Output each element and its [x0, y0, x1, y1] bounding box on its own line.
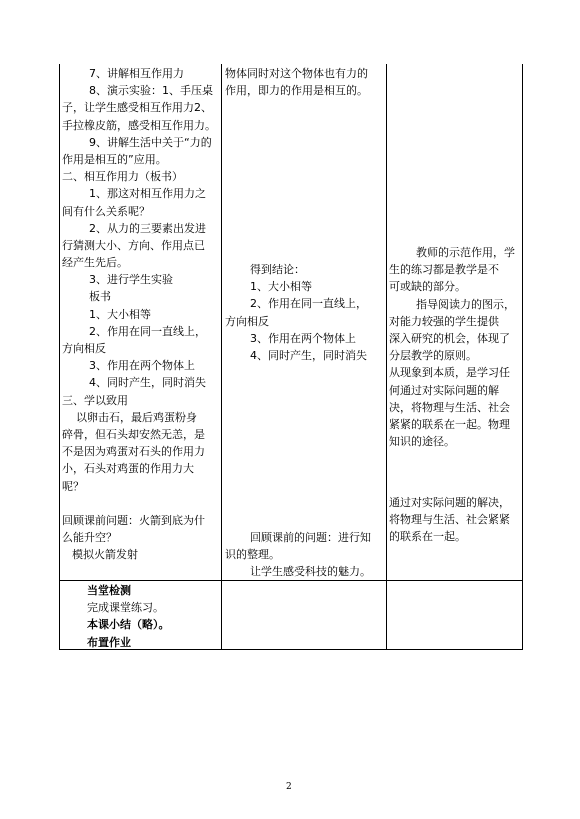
- text-line: 3、作用在两个物体上: [250, 331, 356, 345]
- text-line: 得到结论：: [250, 263, 305, 276]
- text-line: 8、演示实验：1、手压桌: [89, 84, 213, 98]
- text-line: 作用，即力的作用是相互的。: [225, 84, 368, 98]
- text-line: 9、讲解生活中关于“力的: [89, 135, 212, 149]
- table-border-left: [59, 64, 60, 650]
- text-line: 间有什么关系呢？: [62, 204, 150, 218]
- text-line: 模拟火箭发射: [72, 548, 138, 562]
- text-line: 行猜测大小、方向、作用点已: [62, 238, 205, 252]
- text-line: 么能升空？: [62, 531, 117, 545]
- text-line: 1、大小相等: [89, 307, 151, 321]
- lesson-plan-table: [59, 64, 523, 650]
- text-line: 小，石头对鸡蛋的作用力大: [62, 462, 194, 476]
- section-heading: 本课小结（略）。: [87, 618, 170, 632]
- section-heading: 二、相互作用力（板书）: [62, 170, 183, 184]
- text-line: 何通过对实际问题的解: [389, 383, 499, 397]
- text-line: 4、同时产生，同时消失: [89, 376, 206, 390]
- text-line: 方向相反: [62, 342, 106, 355]
- text-line: 从现象到本质，是学习任: [389, 366, 510, 380]
- text-line: 3、作用在两个物体上: [89, 359, 195, 373]
- text-line: 回顾课前的问题：进行知: [250, 531, 371, 544]
- design-intent-cell: [389, 244, 515, 450]
- text-line: 作用是相互的”应用。: [62, 152, 167, 166]
- text-line: 对能力较强的学生提供: [389, 314, 499, 328]
- column-divider-1: [221, 64, 222, 650]
- student-conclusion: [225, 261, 367, 364]
- text-line: 紧紧的联系在一起。物理: [389, 417, 510, 431]
- text-line: 碎骨，但石头却安然无恙，是: [62, 427, 205, 441]
- text-line: 4、同时产生，同时消失: [250, 348, 367, 362]
- text-line: 通过对实际问题的解决，: [389, 496, 510, 509]
- text-line: 可或缺的部分。: [389, 280, 466, 294]
- text-line: 以卵击石，最后鸡蛋粉身: [76, 410, 197, 424]
- section-heading: 三、学以致用: [62, 393, 128, 407]
- text-line: 子，让学生感受相互作用力2、: [62, 101, 212, 115]
- text-line: 分层教学的原则。: [389, 349, 477, 363]
- section-heading: 当堂检测: [87, 584, 131, 597]
- text-line: 决，将物理与生活、社会: [389, 400, 510, 414]
- text-line: 识的整理。: [225, 548, 280, 562]
- text-line: 深入研究的机会，体现了: [389, 331, 510, 345]
- text-line: 回顾课前问题：火箭到底为什: [62, 513, 205, 527]
- text-line: 手拉橡皮筋，感受相互作用力。: [62, 118, 216, 132]
- text-line: 指导阅读力的图示，: [416, 297, 515, 311]
- text-line: 不是因为鸡蛋对石头的作用力: [62, 445, 205, 459]
- text-line: 板书: [89, 290, 111, 304]
- text-line: 让学生感受科技的魅力。: [250, 565, 371, 579]
- student-review: [225, 529, 371, 581]
- text-line: 生的练习都是教学是不: [389, 263, 499, 277]
- section-heading: 布置作业: [87, 635, 131, 649]
- text-line: 知识的途径。: [389, 435, 455, 449]
- text-line: 3、进行学生实验: [89, 273, 173, 287]
- text-line: 完成课堂练习。: [87, 601, 164, 615]
- text-line: 的联系在一起。: [389, 530, 466, 544]
- text-line: 呢？: [62, 479, 84, 493]
- teacher-activity-cell: [62, 65, 216, 563]
- text-line: 教师的示范作用，学: [416, 246, 515, 259]
- text-line: 将物理与生活、社会紧紧: [389, 513, 510, 527]
- column-divider-2: [386, 64, 387, 650]
- page-number: 2: [286, 782, 292, 792]
- text-line: 1、那这对相互作用力之: [89, 187, 206, 201]
- design-intent-cell-2: [389, 494, 510, 546]
- text-line: 物体同时对这个物体也有力的: [225, 67, 368, 80]
- text-line: 2、从力的三要素出发进: [89, 221, 206, 235]
- blank-line: [62, 495, 216, 512]
- text-line: 2、作用在同一直线上，: [89, 324, 206, 338]
- text-line: 7、讲解相互作用力: [89, 67, 184, 80]
- text-line: 经产生先后。: [62, 256, 128, 270]
- text-line: 1、大小相等: [250, 280, 312, 294]
- student-activity-top: [225, 65, 368, 99]
- bottom-row-cell: [87, 582, 170, 651]
- text-line: 方向相反: [225, 314, 269, 328]
- table-border-right: [522, 64, 523, 650]
- text-line: 2、作用在同一直线上，: [250, 297, 367, 311]
